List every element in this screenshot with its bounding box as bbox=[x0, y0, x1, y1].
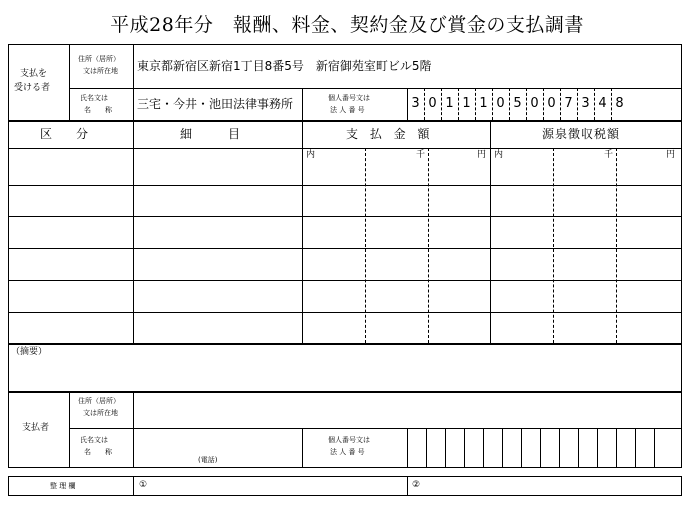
tax-unit-inner: 内 bbox=[494, 150, 504, 160]
footer-label: 整 理 欄 bbox=[50, 482, 76, 490]
amount-unit-inner: 内 bbox=[306, 150, 316, 160]
payee-id-digit: 1 bbox=[479, 96, 488, 111]
payer-address-label-line2: 文は所在地 bbox=[83, 409, 118, 417]
payee-name-label-line1: 氏名文は bbox=[80, 94, 108, 102]
payee-address-label-line1: 住所（居所） bbox=[78, 55, 120, 63]
footer-mark-2: ② bbox=[412, 480, 421, 490]
payee-id-label-line1: 個人番号文は bbox=[328, 94, 370, 102]
payee-id-digit: 0 bbox=[547, 96, 556, 111]
payee-id-digit: 4 bbox=[598, 96, 607, 111]
payee-id-digit: 7 bbox=[564, 96, 573, 111]
document-title: 平成28年分 報酬、料金、契約金及び賞金の支払調書 bbox=[110, 14, 584, 36]
payee-id-digit: 3 bbox=[411, 96, 420, 111]
payee-name-value: 三宅・今井・池田法律事務所 bbox=[137, 97, 294, 111]
payer-name-label-line1: 氏名文は bbox=[80, 436, 108, 444]
payer-address-label-line1: 住所（居所） bbox=[78, 397, 120, 405]
payee-id-label-line2: 法 人 番 号 bbox=[330, 106, 365, 114]
column-header-category: 区 分 bbox=[40, 127, 89, 141]
payee-id-digit: 0 bbox=[530, 96, 539, 111]
payee-id-digit: 0 bbox=[496, 96, 505, 111]
payee-section-label-line1: 支払を bbox=[20, 69, 48, 79]
remarks-label: （摘要） bbox=[11, 347, 48, 357]
payer-id-label-line1: 個人番号文は bbox=[328, 436, 370, 444]
payee-id-digit: 3 bbox=[581, 96, 590, 111]
payee-address-value: 東京都新宿区新宿1丁目8番5号 新宿御苑室町ビル5階 bbox=[137, 59, 432, 73]
payee-name-label-line2: 名 称 bbox=[84, 106, 112, 114]
footer-box bbox=[8, 476, 682, 496]
amount-unit-thousand: 千 bbox=[416, 150, 426, 160]
payee-address-label-line2: 文は所在地 bbox=[83, 67, 118, 75]
amount-unit-yen: 円 bbox=[477, 150, 487, 160]
column-header-amount: 支 払 金 額 bbox=[346, 127, 434, 141]
payee-id-digit: 8 bbox=[615, 96, 624, 111]
column-header-detail: 細 目 bbox=[180, 127, 241, 141]
payer-id-label-line2: 法 人 番 号 bbox=[330, 448, 365, 456]
payee-id-digit: 0 bbox=[428, 96, 437, 111]
tax-unit-yen: 円 bbox=[666, 150, 676, 160]
payer-name-label-line2: 名 称 bbox=[84, 448, 112, 456]
tax-unit-thousand: 千 bbox=[604, 150, 614, 160]
payee-section-label-line2: 受ける者 bbox=[14, 83, 51, 93]
payee-id-digit: 5 bbox=[513, 96, 522, 111]
payer-phone-label: (電話) bbox=[198, 456, 218, 464]
payer-section-label: 支払者 bbox=[22, 423, 50, 433]
payee-id-digit: 1 bbox=[462, 96, 471, 111]
payee-id-digit: 1 bbox=[445, 96, 454, 111]
column-header-tax: 源泉徴収税額 bbox=[542, 127, 621, 141]
footer-mark-1: ① bbox=[139, 480, 148, 490]
